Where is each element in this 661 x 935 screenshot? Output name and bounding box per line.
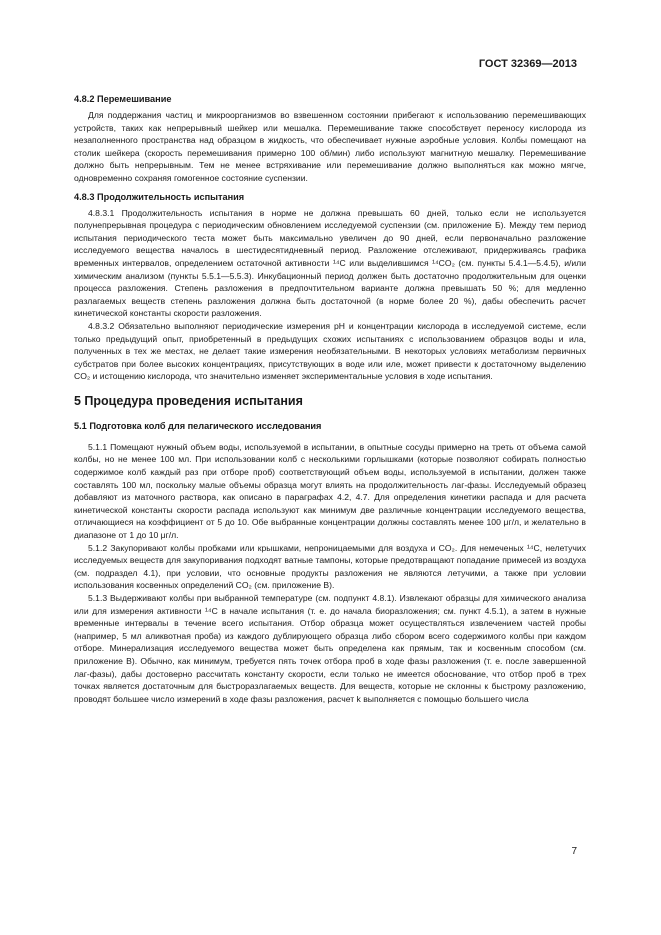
paragraph-4-8-3-2: 4.8.3.2 Обязательно выполняют периодические измерения pH и концентрации кислорода в исследуемой системе, если только предыдущий опыт, приобретенный в предыдущих схожих испытаниях с использованием образцов воды и ила, полученных в тех же местах, не делает такие измерения необязательными. В некоторых условиях метаболизм первичных субстратов при более высоких концентрациях, присутствующих в воде или иле, может привести к достаточному выделению CO₂ и истощению кислорода, что значительно изменяет экспериментальные условия в ходе испытания. [74,320,586,382]
paragraph-mixing: Для поддержания частиц и микроорганизмов во взвешенном состоянии прибегают к использованию перемешивающих устройств, таких как непрерывный шейкер или мешалка. Перемешивание также способствует переносу кислорода из незаполненного пространства над образцом в жидкость, что обеспечивает нужные аэробные условия. Колбы помещают на столик шейкера (скорость перемешивания примерно 100 об/мин) либо используют магнитную мешалку. Перемешивание должно быть непрерывным. Тем не менее встряхивание или перемешивание должно выполняться как можно мягче, одновременно сохраняя гомогенное состояние суспензии. [74,110,586,183]
paragraph-5-1-3: 5.1.3 Выдерживают колбы при выбранной температуре (см. подпункт 4.8.1). Извлекают образцы для химического анализа или для измерения активности ¹⁴C в начале испытания (т. е. до начала биоразложения; см. пункт 4.5.1), а затем в нужные временные интервалы в течение всего испытания. Отбор образца может осуществляться извлечением частей пробы (например, 5 мл аликвотная проба) из каждого дублирующего образца либо сбором всего содержимого колбы при каждом отборе. Минерализация исследуемого вещества может быть определена как прямым, так и косвенным способом (см. приложение В). Обычно, как минимум, требуется пять точек отбора проб в ходе фазы разложения (т. е. после завершенной лаг-фазы), дабы достоверно рассчитать константу скорости, если только не имеется обоснование, что отбор проб в трех точках является достаточным для быстроразлагаемых веществ. Для веществ, которые не склонны к быстрому разложению, проводят большее число измерений в ходе фазы разложения, расчет k выполняется с помощью большего числа [74,593,586,704]
section-heading-5-1: 5.1 Подготовка колб для пелагического исследования [74,420,322,431]
paragraph-5-1-1: 5.1.1 Помещают нужный объем воды, используемой в испытании, в опытные сосуды примерно на треть от объема самой колбы, но не менее 100 мл. При использовании колб с несколькими горлышками (которые позволяют собирать полностью содержимое колб каждый раз при отборе проб) соответствующий объем воды, используемой в испытании, должен также составлять 100 мл, поскольку малые объемы образца могут влиять на продолжительность лаг-фазы. Исследуемый образец добавляют из маточного раствора, как описано в параграфах 4.2, 4.7. Для определения кинетики распада и для расчета кинетической константы скорости распада используют как минимум две различные концентрации исследуемого вещества, отличающиеся на коэффициент от 5 до 10. Обе выбранные концентрации должны составлять менее 100 μг/л, и желательно в диапазоне от 1 до 10 μг/л. [74,441,586,541]
document-body [74,92,586,705]
document-header: ГОСТ 32369—2013 [478,58,577,70]
paragraph-5-1-2: 5.1.2 Закупоривают колбы пробками или крышками, непроницаемыми для воздуха и CO₂. Для немеченых ¹⁴C, нелетучих исследуемых веществ для закупоривания подходят ватные тампоны, которые предотвращают попадание примесей из воздуха (см. подраздел 4.1), при условии, что основные продукты разложения не являются летучими, а также при условии использования косвенных определений CO₂ (см. приложение В). [74,542,586,591]
section-heading-4-8-3: 4.8.3 Продолжительность испытания [74,191,245,202]
page-number: 7 [571,846,577,857]
paragraph-4-8-3-1: 4.8.3.1 Продолжительность испытания в норме не должна превышать 60 дней, только если не используется полунепрерывная процедура с периодическим обновлением исследуемой суспензии (см. приложение Б). Между тем период испытания периодического теста может быть максимально увеличен до 90 дней, если первоначально разложение исследуемого вещества началось в шестидесятидневный период. Разложение отслеживают, придерживаясь графика временных интервалов, определением остаточной активности ¹⁴C или выделившимся ¹⁴CO₂ (см. пункты 5.4.1—5.4.5), и/или химическим анализом (пункты 5.5.1—5.5.3). Инкубационный период должен быть достаточно продолжительным для оценки процесса разложения. Степень разложения в предпочтительном варианте должна превышать 50 %; для медленно разлагаемых веществ степень разложения должна быть достаточной (в норме более 20 %), дабы обеспечить расчет кинетической константы скорости разложения. [74,207,586,319]
section-heading-4-8-2: 4.8.2 Перемешивание [74,94,172,104]
section-heading-5: 5 Процедура проведения испытания [74,393,303,408]
